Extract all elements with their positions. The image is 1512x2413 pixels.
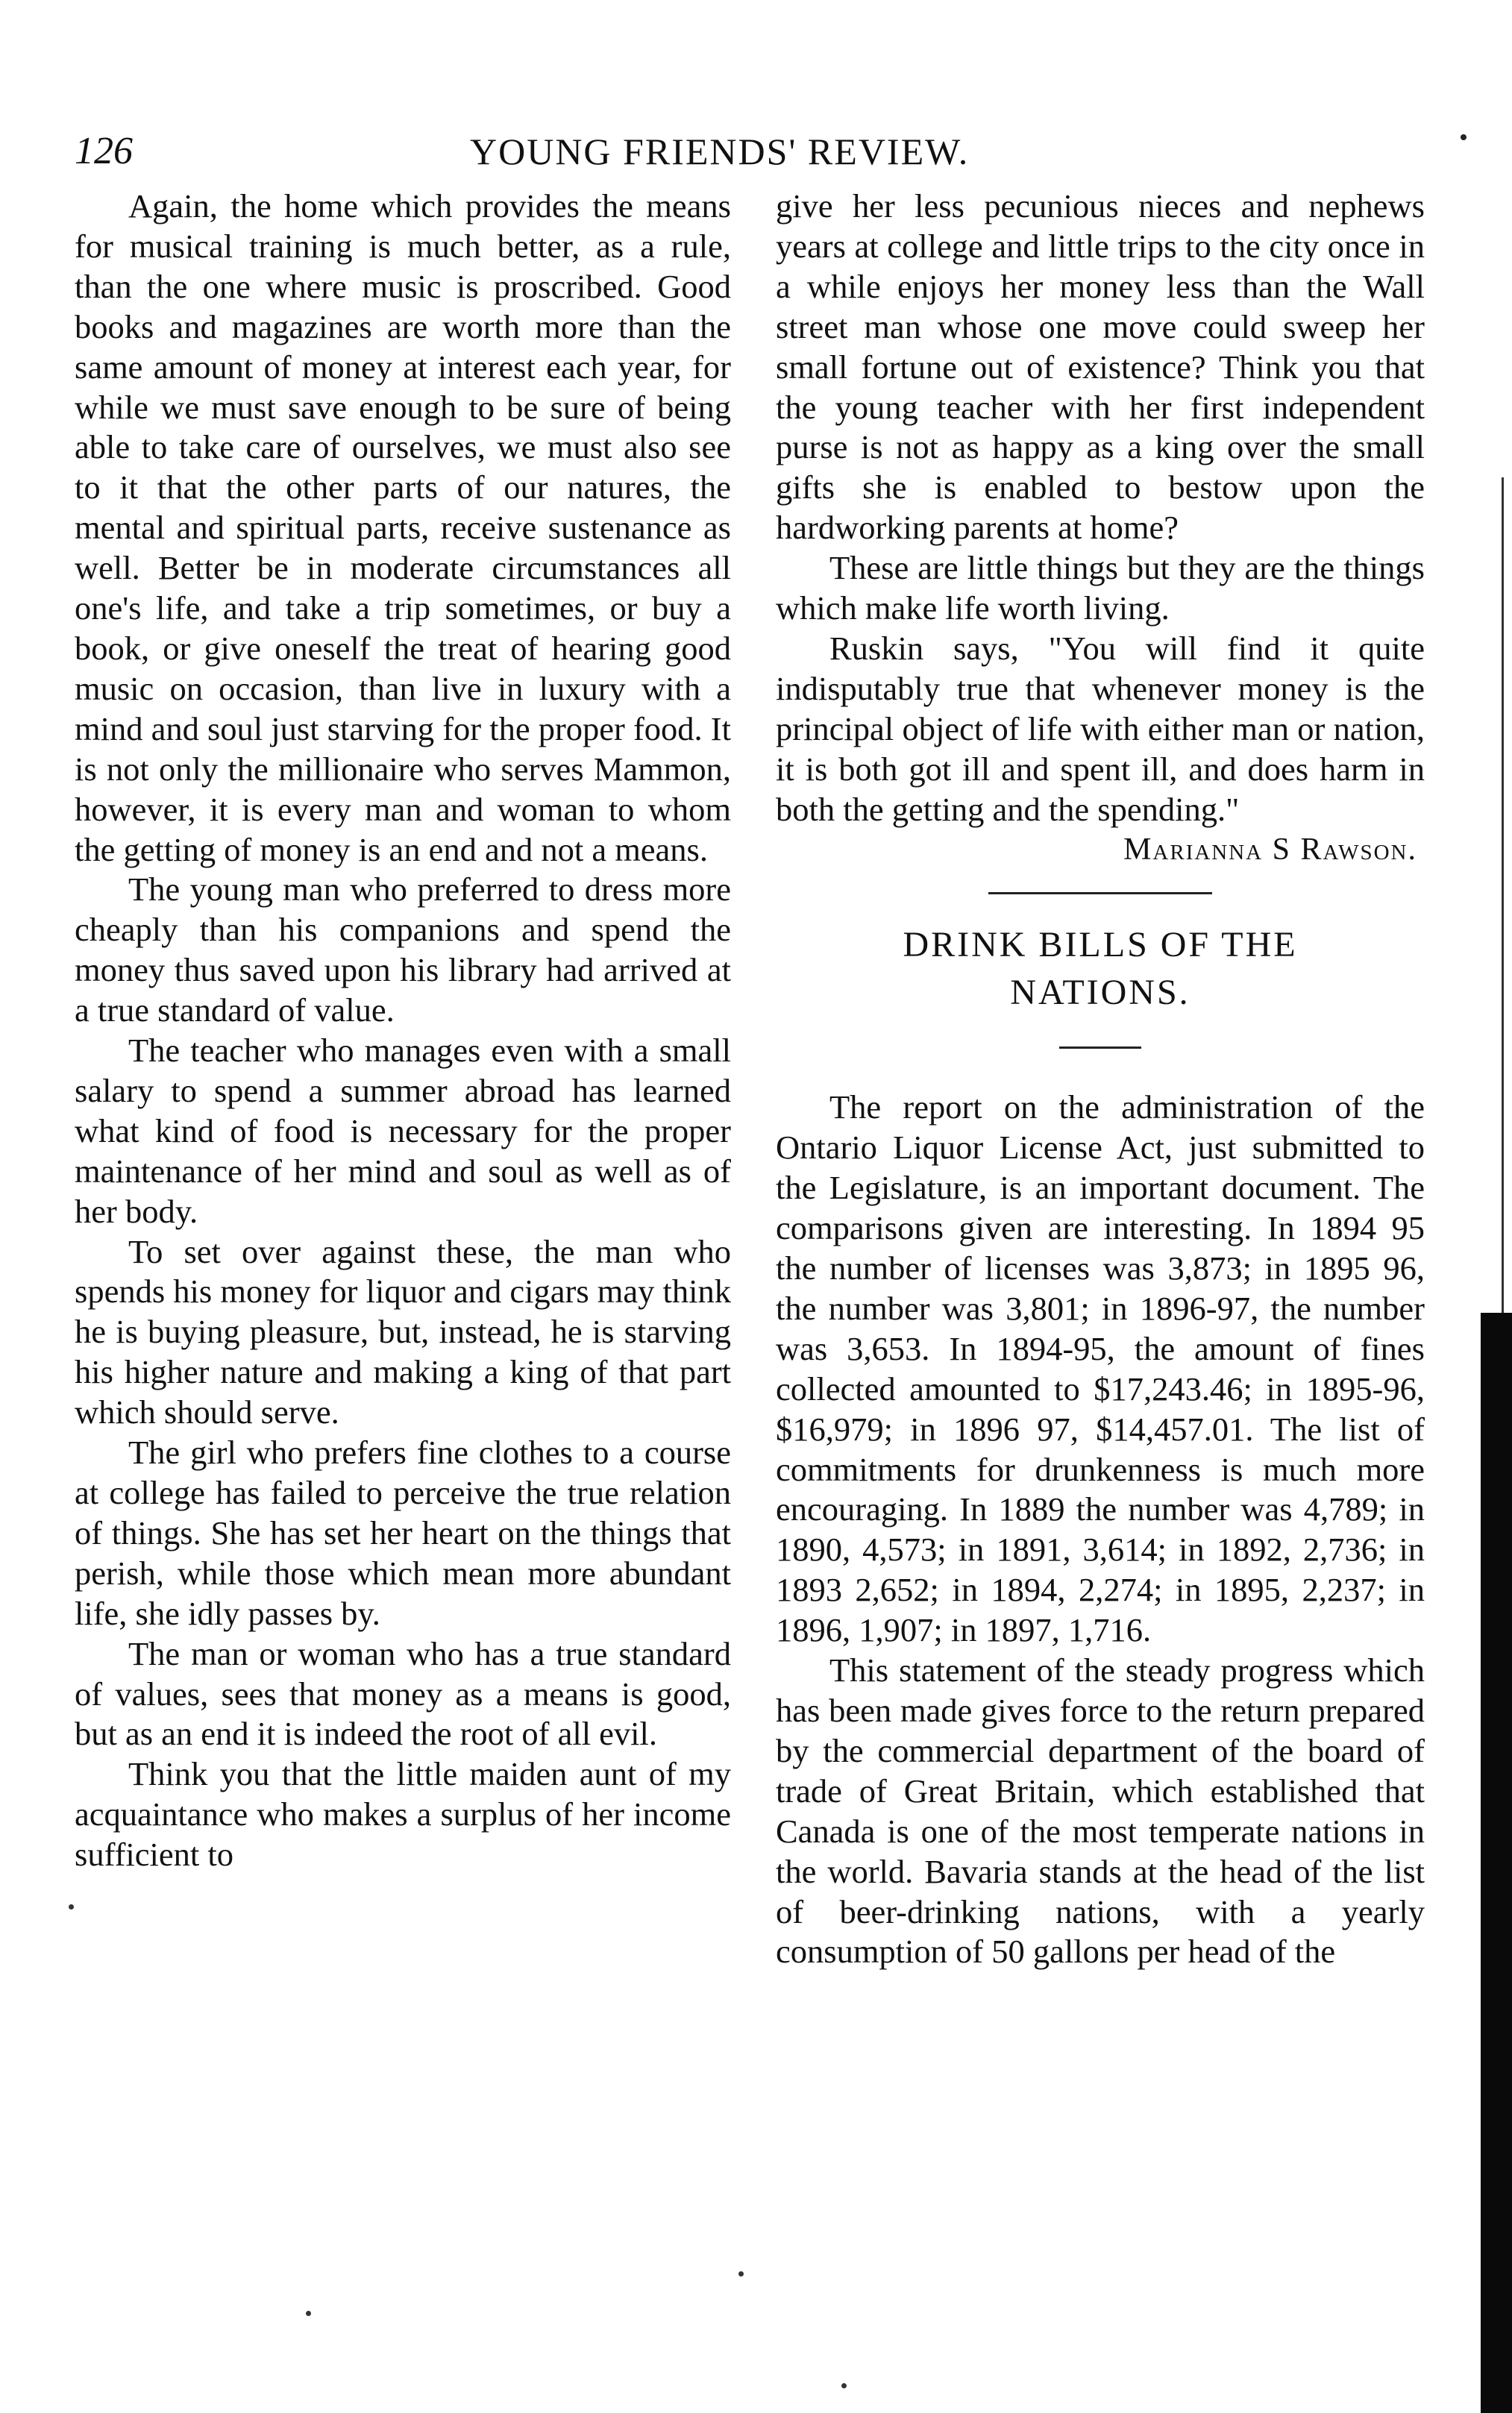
paragraph: The girl who prefers fine clothes to a course at college has failed to perceive the true relation of things. She has set her heart on the things that perish, while those which mean more abundant life, she idly passes by. [75, 1434, 731, 1632]
paragraph-continuation: give her less pecunious nieces and nephews years at college and little trips to the city once in a while enjoys her money less than the Wall street man whose one move could sweep her small fortune out of existence? Think you that the young teacher with her first independent purse is not as happy as a king over the small gifts she is enabled to bestow upon the hardworking parents at home? [776, 187, 1425, 547]
print-speck [841, 2383, 847, 2388]
print-speck [306, 2311, 311, 2316]
section-divider [988, 892, 1212, 894]
running-header [75, 125, 1455, 178]
print-speck [1461, 134, 1466, 140]
article-heading-line: NATIONS. [1010, 973, 1191, 1013]
paragraph: This statement of the steady progress which has been made gives force to the return prepared by the commercial department of the board of trade of Great Britain, which established that Canada is one of the most temperate nations in the world. Bavaria stands at the head of the list of beer-drinking nations, with a yearly consumption of 50 gallons per head of the [776, 1651, 1425, 1971]
paragraph: The report on the administration of the Ontario Liquor License Act, just submitted to the Legislature, is an important document. The comparisons given are interesting. In 1894 95 the number of licenses was 3,873; in 1895 96, the number was 3,801; in 1896-97, the number was 3,653. In 1894-95, the amount of fines collected amounted to $17,243.46; in 1895-96, $16,979; in 1896 97, $14,457.01. The list of commitments for drunkenness is much more encouraging. In 1889 the number was 4,789; in 1890, 4,573; in 1891, 3,614; in 1892, 2,736; in 1893 2,652; in 1894, 2,274; in 1895, 2,237; in 1896, 1,907; in 1897, 1,716. [776, 1088, 1425, 1649]
paragraph: Ruskin says, "You will find it quite indisputably true that whenever money is the principal object of life with either man or nation, it is both got ill and spent ill, and does harm in both the getting and the spending." [776, 629, 1425, 828]
article-heading-line: DRINK BILLS OF THE [903, 925, 1298, 965]
print-speck [738, 2271, 744, 2276]
journal-title: YOUNG FRIENDS' REVIEW. [470, 131, 970, 172]
print-speck [69, 1904, 74, 1910]
paragraph: Again, the home which provides the means for musical training is much better, as a rule, than the one where music is proscribed. Good books and magazines are worth more than the same amount of money at interest each year, for while we must save enough to be sure of being able to take care of ourselves, we must also see to it that the other parts of our natures, the mental and spiritual parts, receive sustenance as well. Better be in moderate circumstances all one's life, and take a trip sometimes, or buy a book, or give oneself the treat of hearing good music on occasion, than live in luxury with a mind and soul just starving for the proper food. It is not only the millionaire who serves Mammon, however, it is every man and woman to whom the getting of money is an end and not a means. [75, 187, 731, 868]
paragraph: Think you that the little maiden aunt of my acquaintance who makes a surplus of her income sufficient to [75, 1755, 731, 1874]
right-column [776, 186, 1425, 1972]
page-edge-shadow [1481, 1313, 1512, 2413]
paragraph: To set over against these, the man who spends his money for liquor and cigars may think he is buying pleasure, but, instead, he is starving his higher nature and making a king of that part which should serve. [75, 1232, 731, 1431]
paragraph: These are little things but they are the things which make life worth living. [776, 549, 1425, 627]
page-edge-shadow [1502, 477, 1504, 1313]
author-signature: Marianna S Rawson. [1123, 832, 1417, 867]
paragraph: The teacher who manages even with a small salary to spend a summer abroad has learned what kind of food is necessary for the proper maintenance of her mind and soul as well as of her body. [75, 1032, 731, 1230]
left-column [75, 186, 731, 1875]
page-number: 126 [75, 130, 133, 172]
heading-rule [1059, 1047, 1141, 1049]
paragraph: The man or woman who has a true standard of values, sees that money as a means is good, but as an end it is indeed the root of all evil. [75, 1634, 731, 1753]
paragraph: The young man who preferred to dress more cheaply than his companions and spend the money thus saved upon his library had arrived at a true standard of value. [75, 870, 731, 1029]
article-heading [776, 921, 1425, 1017]
